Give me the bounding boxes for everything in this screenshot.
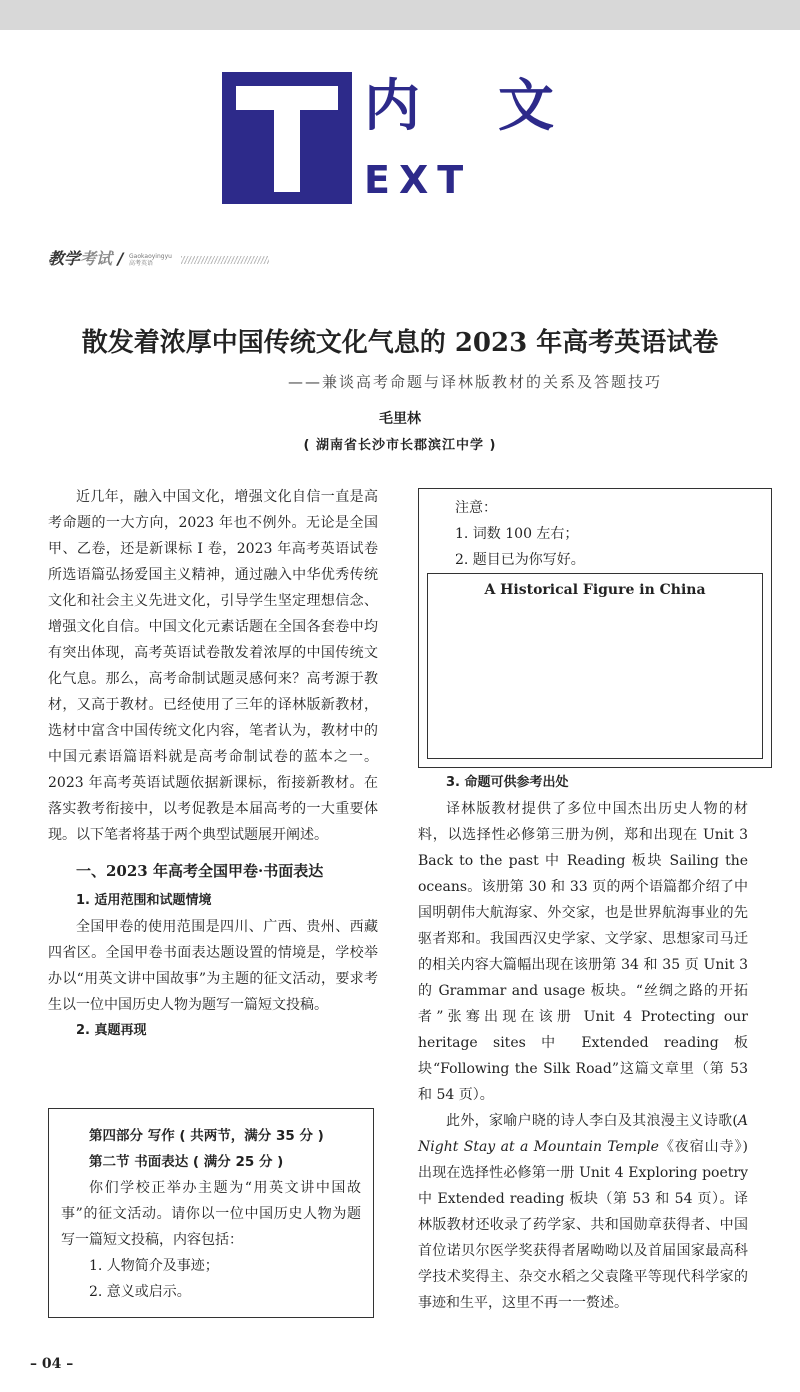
logo-chinese-char-1: 内 bbox=[364, 74, 426, 139]
question-item-2: 2. 意义或启示。 bbox=[89, 1284, 191, 1300]
intro-paragraph: 近几年，融入中国文化，增强文化自信一直是高考命题的一大方向，2023 年也不例外。无论是全国甲、乙卷，还是新课标 I 卷，2023 年高考英语试卷所选语篇弘扬爱国主义精神，通过融入中华优秀传统文化和社会主义先进文化，引导学生坚定理想信念、增强文化自信。中国文化元素话题在全国各套卷中均有突出体现，高考英语试卷散发着浓厚的中国传统文化气息。那么，高考命制试题灵感何来？高考源于教材，又高于教材。已经使用了三年的译林版新教材，选材中富含中国传统文化内容，笔者认为，教材中的中国元素语篇语料就是高考命制试卷的蓝本之一。2023 年高考英语试题依据新课标，衔接新教材。在落实教考衔接中，以考促教是本届高考的一大重要体现。以下笔者将基于两个典型试题展开阐述。 bbox=[48, 489, 378, 843]
right-paragraph-1: 译林版教材提供了多位中国杰出历史人物的材料，以选择性必修第三册为例，郑和出现在 Unit 3 Back to the past 中 Reading 板块 Sailing the oceans。该册第 30 和 33 页的两个语篇都介绍了中国明朝伟大航海家、外交家，也是世界航海事业的先驱者郑和。我国西汉史学家、文学家、思想家司马迁的相关内容大篇幅出现在该册第 34 和 35 页 Unit 3 的 Grammar and usage 板块。“丝绸之路的开拓者”张骞出现在该册 Unit 4 Protecting our heritage sites 中 Extended reading 板块“Following the Silk Road”这篇文章里（第 53 和 54 页）。 bbox=[418, 801, 748, 1103]
right-paragraph-2-b: 《夜宿山寺》)出现在选择性必修第一册 Unit 4 Exploring poetry 中 Extended reading 板块（第 53 和 54 页）。译林版教材还收录了药学家、共和国勋章获得者、中国首位诺贝尔医学奖获得者屠呦呦以及首届国家最高科学技术奖得主、杂交水稻之父袁隆平等现代科学家的事迹和生平，这里不再一一赘述。 bbox=[418, 1139, 748, 1311]
top-gray-band bbox=[0, 0, 800, 30]
exam-question-box bbox=[48, 1108, 374, 1318]
question-section-line: 第二节 书面表达 ( 满分 25 分 ) bbox=[89, 1154, 284, 1170]
section1-heading: 一、2023 年高考全国甲卷·书面表达 bbox=[76, 862, 324, 880]
note-item-2: 2. 题目已为你写好。 bbox=[455, 552, 585, 568]
section-tag-pinyin-1: Gaokaoyingyu bbox=[129, 252, 172, 260]
article-affiliation: ( 湖南省长沙市长郡滨江中学 ) bbox=[303, 438, 497, 453]
note-label: 注意： bbox=[455, 500, 497, 516]
sub3-heading: 3. 命题可供参考出处 bbox=[446, 775, 569, 790]
essay-title: A Historical Figure in China bbox=[484, 582, 706, 598]
section-tag-part2: 考试 bbox=[80, 249, 113, 268]
right-paragraph-2 bbox=[418, 1108, 748, 1316]
article-subtitle: ——兼谈高考命题与译林版教材的关系及答题技巧 bbox=[287, 373, 662, 391]
logo-english: EXT bbox=[364, 158, 473, 202]
sub1-heading: 1. 适用范围和试题情境 bbox=[76, 893, 212, 908]
poem-english-title: A Night Stay at a Mountain Temple bbox=[418, 1113, 748, 1155]
section-tag-pinyin-2: 高考英语 bbox=[129, 259, 154, 267]
section-tag-pinyin bbox=[129, 253, 172, 267]
note-text bbox=[419, 489, 771, 573]
sub2-heading: 2. 真题再现 bbox=[76, 1023, 147, 1038]
logo-t-stem bbox=[274, 110, 300, 192]
page-number: – 04 – bbox=[30, 1356, 74, 1372]
logo-t-crossbar bbox=[236, 86, 338, 110]
right-paragraph-2-a: 此外，家喻户晓的诗人李白及其浪漫主义诗歌( bbox=[446, 1113, 738, 1129]
essay-box bbox=[427, 573, 763, 759]
note-item-1: 1. 词数 100 左右； bbox=[455, 526, 579, 542]
section-tag-part1: 教学 bbox=[48, 249, 81, 268]
question-part-line: 第四部分 写作 ( 共两节，满分 35 分 ) bbox=[89, 1128, 324, 1144]
section-tag-slash: / bbox=[117, 249, 124, 268]
section-tag bbox=[48, 246, 269, 269]
left-column bbox=[48, 484, 378, 1044]
question-item-1: 1. 人物简介及事迹； bbox=[89, 1258, 219, 1274]
logo-chinese-char-2: 文 bbox=[498, 74, 554, 139]
sub1-paragraph: 全国甲卷的使用范围是四川、广西、贵州、西藏四省区。全国甲卷书面表达题设置的情境是，学校举办以“用英文讲中国故事”为主题的征文活动，要求考生以一位中国历史人物为题写一篇短文投稿。 bbox=[48, 919, 378, 1013]
right-column bbox=[418, 770, 748, 1316]
article-author: 毛里林 bbox=[379, 411, 421, 427]
article-title: 散发着浓厚中国传统文化气息的 2023 年高考英语试卷 bbox=[81, 328, 719, 358]
question-text: 你们学校正举办主题为“用英文讲中国故事”的征文活动。请你以一位中国历史人物为题写一篇短文投稿，内容包括： bbox=[61, 1180, 361, 1248]
note-box bbox=[418, 488, 772, 768]
section-tag-hatching bbox=[181, 256, 269, 264]
